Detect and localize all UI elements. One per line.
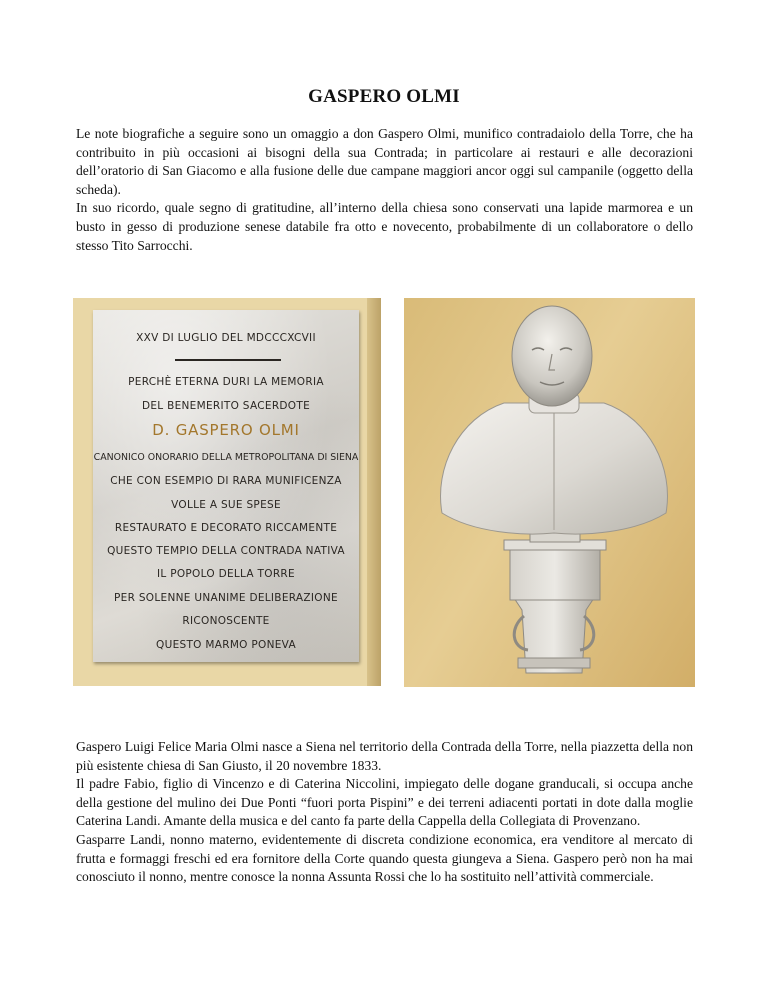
plaque-line: XXV DI LUGLIO DEL MDCCCXCVII <box>136 332 316 344</box>
plaque-line: RESTAURATO E DECORATO RICCAMENTE <box>114 522 338 534</box>
document-title: GASPERO OLMI <box>308 86 460 107</box>
bio-paragraph: Gasparre Landi, nonno materno, evidentemente di discreta condizione economica, era venditore al mercato di frutta e formaggi freschi ed era fornitore della Corte quando questa giungeva a Siena. Gaspero però non ha mai conosciuto il nonno, mentre conosce la nonna Assunta Rossi che lo ha sostituito nell’attività commerciale. <box>76 831 693 885</box>
bust-photo <box>404 298 695 687</box>
plaque-line: CHE CON ESEMPIO DI RARA MUNIFICENZA <box>110 475 342 487</box>
plaque-name: D. GASPERO OLMI <box>152 421 300 439</box>
plaque-line: QUESTO TEMPIO DELLA CONTRADA NATIVA <box>107 545 345 557</box>
plaque-line: CANONICO ONORARIO DELLA METROPOLITANA DI SIENA <box>93 452 359 463</box>
plaque-divider <box>175 359 281 361</box>
biography-text <box>76 738 693 887</box>
plaque-line: RICONOSCENTE <box>182 615 270 627</box>
plaque-line: VOLLE A SUE SPESE <box>171 499 281 511</box>
plaque-line: PER SOLENNE UNANIME DELIBERAZIONE <box>114 592 338 604</box>
intro-text <box>76 125 693 255</box>
plaque-photo <box>73 298 381 686</box>
plaque-line: DEL BENEMERITO SACERDOTE <box>141 400 311 412</box>
wall-edge <box>367 298 381 686</box>
plaque-line: PERCHÈ ETERNA DURI LA MEMORIA <box>128 376 324 388</box>
plaque-line: QUESTO MARMO PONEVA <box>156 639 296 651</box>
plaque-line: IL POPOLO DELLA TORRE <box>157 568 295 580</box>
bio-paragraph: Il padre Fabio, figlio di Vincenzo e di Caterina Niccolini, impiegato delle dogane granducali, si occupa anche della gestione del mulino dei Due Ponti “fuori porta Pispini” e dei terreni adiacenti portati in dote dalla moglie Caterina Landi. Amante della musica e del canto fa parte della Cappella della Collegiata di Provenzano. <box>76 776 693 829</box>
intro-paragraph: In suo ricordo, quale segno di gratitudine, all’interno della chiesa sono conservati una lapide marmorea e un busto in gesso di produzione senese databile fra otto e novecento, probabilmente di un collaboratore o dello stesso Tito Sarrocchi. <box>76 200 693 253</box>
plaster-bust-illustration <box>404 298 695 687</box>
marble-plaque <box>93 310 359 662</box>
bio-paragraph: Gaspero Luigi Felice Maria Olmi nasce a Siena nel territorio della Contrada della Torre, nella piazzetta della non più esistente chiesa di San Giusto, il 20 novembre 1833. <box>76 739 693 773</box>
intro-paragraph: Le note biografiche a seguire sono un omaggio a don Gaspero Olmi, munifico contradaiolo della Torre, che ha contribuito in più occasioni ai bisogni della sua Contrada; in particolare ai restauri e alle decorazioni dell’oratorio di San Giacomo e alla fusione delle due campane maggiori ancor oggi sul campanile (oggetto della scheda). <box>76 126 693 197</box>
